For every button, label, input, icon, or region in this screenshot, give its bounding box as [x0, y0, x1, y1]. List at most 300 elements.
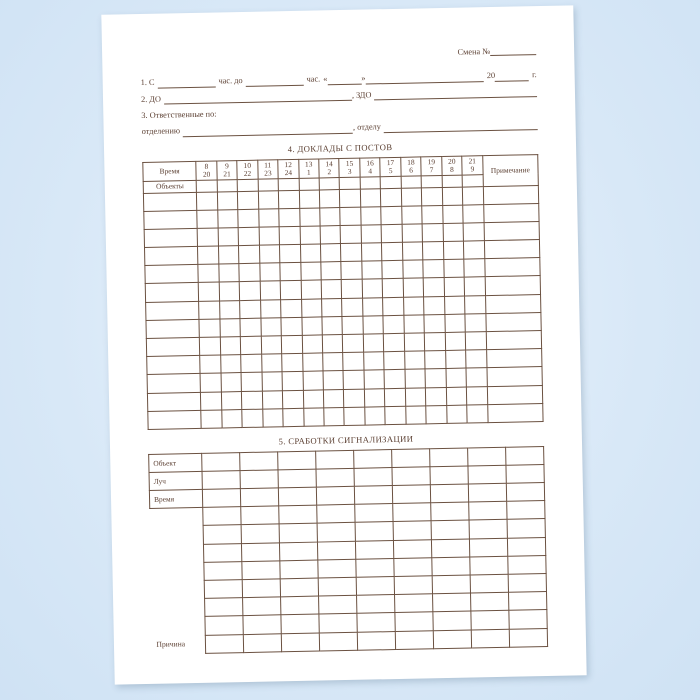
entry-cell[interactable]: [445, 350, 466, 369]
entry-cell[interactable]: [197, 228, 218, 247]
entry-cell[interactable]: [403, 260, 424, 279]
entry-cell[interactable]: [303, 390, 324, 409]
alarm-entry-cell[interactable]: [319, 595, 357, 614]
alarm-entry-cell[interactable]: [278, 451, 316, 470]
alarm-entry-cell[interactable]: [241, 524, 279, 543]
note-cell[interactable]: [486, 331, 542, 350]
alarm-entry-cell[interactable]: [431, 520, 469, 539]
alarm-entry-cell[interactable]: [356, 558, 394, 577]
entry-cell[interactable]: [444, 259, 465, 278]
alarm-entry-cell[interactable]: [468, 483, 506, 502]
entry-cell[interactable]: [405, 387, 426, 406]
entry-cell[interactable]: [402, 242, 423, 261]
entry-cell[interactable]: [260, 263, 281, 282]
object-name-cell[interactable]: [145, 247, 199, 266]
alarm-entry-cell[interactable]: [430, 448, 468, 467]
entry-cell[interactable]: [282, 372, 303, 391]
alarm-entry-cell[interactable]: [507, 519, 545, 538]
entry-cell[interactable]: [422, 187, 443, 206]
alarm-entry-cell[interactable]: [392, 485, 430, 504]
entry-cell[interactable]: [200, 355, 221, 374]
entry-cell[interactable]: [362, 297, 383, 316]
entry-cell[interactable]: [221, 373, 242, 392]
entry-cell[interactable]: [299, 208, 320, 227]
entry-cell[interactable]: [385, 406, 406, 425]
entry-cell[interactable]: [238, 209, 259, 228]
alarm-entry-cell[interactable]: [279, 505, 317, 524]
object-name-cell[interactable]: [147, 392, 201, 411]
entry-cell[interactable]: [283, 408, 304, 427]
entry-cell[interactable]: [302, 335, 323, 354]
alarm-entry-cell[interactable]: [508, 592, 546, 611]
note-cell[interactable]: [484, 240, 540, 259]
alarm-entry-cell[interactable]: [316, 450, 354, 469]
entry-cell[interactable]: [467, 404, 488, 423]
alarm-entry-cell[interactable]: [509, 610, 547, 629]
alarm-entry-cell[interactable]: [281, 614, 319, 633]
alarm-entry-cell[interactable]: [280, 578, 318, 597]
alarm-entry-cell[interactable]: [395, 594, 433, 613]
alarm-entry-cell[interactable]: [317, 523, 355, 542]
object-header-cell[interactable]: [462, 174, 483, 186]
alarm-entry-cell[interactable]: [240, 452, 278, 471]
note-cell[interactable]: [483, 185, 539, 204]
entry-cell[interactable]: [422, 205, 443, 224]
alarm-entry-cell[interactable]: [506, 446, 544, 465]
entry-cell[interactable]: [219, 300, 240, 319]
alarm-entry-cell[interactable]: [242, 542, 280, 561]
entry-cell[interactable]: [344, 407, 365, 426]
entry-cell[interactable]: [201, 392, 222, 411]
entry-cell[interactable]: [464, 259, 485, 278]
entry-cell[interactable]: [426, 387, 447, 406]
entry-cell[interactable]: [342, 280, 363, 299]
entry-cell[interactable]: [302, 353, 323, 372]
alarm-entry-cell[interactable]: [279, 487, 317, 506]
entry-cell[interactable]: [201, 410, 222, 429]
entry-cell[interactable]: [323, 389, 344, 408]
entry-cell[interactable]: [443, 241, 464, 260]
entry-cell[interactable]: [344, 371, 365, 390]
alarm-entry-cell[interactable]: [430, 466, 468, 485]
alarm-entry-cell[interactable]: [432, 575, 470, 594]
entry-cell[interactable]: [344, 389, 365, 408]
alarm-entry-cell[interactable]: [471, 611, 509, 630]
entry-cell[interactable]: [281, 317, 302, 336]
entry-cell[interactable]: [402, 224, 423, 243]
alarm-entry-cell[interactable]: [469, 520, 507, 539]
alarm-entry-cell[interactable]: [394, 558, 432, 577]
alarm-entry-cell[interactable]: [278, 469, 316, 488]
entry-cell[interactable]: [303, 408, 324, 427]
entry-cell[interactable]: [365, 406, 386, 425]
alarm-entry-cell[interactable]: [205, 616, 243, 635]
entry-cell[interactable]: [240, 300, 261, 319]
alarm-entry-cell[interactable]: [354, 486, 392, 505]
entry-cell[interactable]: [302, 317, 323, 336]
object-header-cell[interactable]: [319, 177, 340, 189]
entry-cell[interactable]: [259, 245, 280, 264]
entry-cell[interactable]: [241, 336, 262, 355]
entry-cell[interactable]: [381, 224, 402, 243]
entry-cell[interactable]: [283, 390, 304, 409]
alarm-entry-cell[interactable]: [433, 593, 471, 612]
entry-cell[interactable]: [360, 188, 381, 207]
entry-cell[interactable]: [424, 296, 445, 315]
entry-cell[interactable]: [200, 373, 221, 392]
alarm-entry-cell[interactable]: [431, 502, 469, 521]
entry-cell[interactable]: [218, 228, 239, 247]
alarm-entry-cell[interactable]: [356, 577, 394, 596]
object-name-cell[interactable]: [145, 283, 199, 302]
alarm-entry-cell[interactable]: [205, 580, 243, 599]
alarm-entry-cell[interactable]: [470, 574, 508, 593]
entry-cell[interactable]: [199, 319, 220, 338]
entry-cell[interactable]: [465, 332, 486, 351]
alarm-entry-cell[interactable]: [243, 615, 281, 634]
entry-cell[interactable]: [218, 209, 239, 228]
entry-cell[interactable]: [362, 261, 383, 280]
alarm-entry-cell[interactable]: [506, 464, 544, 483]
note-cell[interactable]: [487, 385, 543, 404]
entry-cell[interactable]: [217, 191, 238, 210]
entry-cell[interactable]: [382, 261, 403, 280]
alarm-entry-cell[interactable]: [316, 468, 354, 487]
alarm-entry-cell[interactable]: [469, 538, 507, 557]
alarm-entry-cell[interactable]: [508, 555, 546, 574]
entry-cell[interactable]: [220, 318, 241, 337]
entry-cell[interactable]: [425, 333, 446, 352]
entry-cell[interactable]: [446, 387, 467, 406]
entry-cell[interactable]: [321, 280, 342, 299]
entry-cell[interactable]: [241, 354, 262, 373]
entry-cell[interactable]: [300, 244, 321, 263]
alarm-entry-cell[interactable]: [318, 541, 356, 560]
alarm-entry-cell[interactable]: [508, 574, 546, 593]
note-cell[interactable]: [486, 312, 542, 331]
note-cell[interactable]: [486, 349, 542, 368]
entry-cell[interactable]: [280, 244, 301, 263]
entry-cell[interactable]: [361, 206, 382, 225]
alarm-entry-cell[interactable]: [507, 537, 545, 556]
entry-cell[interactable]: [426, 405, 447, 424]
object-header-cell[interactable]: [340, 177, 361, 189]
entry-cell[interactable]: [221, 391, 242, 410]
alarm-entry-cell[interactable]: [507, 501, 545, 520]
entry-cell[interactable]: [467, 386, 488, 405]
entry-cell[interactable]: [443, 223, 464, 242]
entry-cell[interactable]: [261, 354, 282, 373]
alarm-entry-cell[interactable]: [241, 506, 279, 525]
entry-cell[interactable]: [262, 390, 283, 409]
entry-cell[interactable]: [241, 373, 262, 392]
object-header-cell[interactable]: [237, 179, 258, 191]
alarm-entry-cell[interactable]: [318, 577, 356, 596]
alarm-entry-cell[interactable]: [205, 598, 243, 617]
entry-cell[interactable]: [218, 246, 239, 265]
alarm-entry-cell[interactable]: [506, 483, 544, 502]
entry-cell[interactable]: [301, 280, 322, 299]
entry-cell[interactable]: [282, 354, 303, 373]
alarm-entry-cell[interactable]: [433, 611, 471, 630]
alarm-entry-cell[interactable]: [354, 449, 392, 468]
entry-cell[interactable]: [364, 388, 385, 407]
object-name-cell[interactable]: [145, 265, 199, 284]
alarm-entry-cell[interactable]: [395, 612, 433, 631]
entry-cell[interactable]: [238, 227, 259, 246]
entry-cell[interactable]: [423, 242, 444, 261]
entry-cell[interactable]: [199, 301, 220, 320]
object-header-cell[interactable]: [196, 180, 217, 192]
entry-cell[interactable]: [463, 186, 484, 205]
object-name-cell[interactable]: [146, 319, 200, 338]
alarm-entry-cell[interactable]: [357, 613, 395, 632]
entry-cell[interactable]: [404, 315, 425, 334]
entry-cell[interactable]: [321, 244, 342, 263]
entry-cell[interactable]: [340, 207, 361, 226]
entry-cell[interactable]: [220, 337, 241, 356]
entry-cell[interactable]: [383, 279, 404, 298]
entry-cell[interactable]: [463, 204, 484, 223]
note-cell[interactable]: [484, 258, 540, 277]
entry-cell[interactable]: [262, 409, 283, 428]
note-cell[interactable]: [484, 221, 540, 240]
entry-cell[interactable]: [219, 264, 240, 283]
object-header-cell[interactable]: [360, 176, 381, 188]
entry-cell[interactable]: [238, 191, 259, 210]
entry-cell[interactable]: [321, 262, 342, 281]
alarm-entry-cell[interactable]: [470, 556, 508, 575]
entry-cell[interactable]: [382, 242, 403, 261]
entry-cell[interactable]: [322, 316, 343, 335]
entry-cell[interactable]: [385, 388, 406, 407]
entry-cell[interactable]: [383, 315, 404, 334]
entry-cell[interactable]: [424, 314, 445, 333]
entry-cell[interactable]: [299, 189, 320, 208]
entry-cell[interactable]: [301, 299, 322, 318]
alarm-entry-cell[interactable]: [242, 561, 280, 580]
entry-cell[interactable]: [423, 278, 444, 297]
entry-cell[interactable]: [280, 281, 301, 300]
entry-cell[interactable]: [446, 405, 467, 424]
alarm-entry-cell[interactable]: [317, 505, 355, 524]
entry-cell[interactable]: [466, 368, 487, 387]
note-cell[interactable]: [487, 403, 543, 422]
entry-cell[interactable]: [239, 282, 260, 301]
object-header-cell[interactable]: [442, 175, 463, 187]
entry-cell[interactable]: [322, 298, 343, 317]
entry-cell[interactable]: [239, 245, 260, 264]
alarm-entry-cell[interactable]: [430, 484, 468, 503]
entry-cell[interactable]: [445, 332, 466, 351]
entry-cell[interactable]: [281, 299, 302, 318]
entry-cell[interactable]: [197, 192, 218, 211]
entry-cell[interactable]: [446, 368, 467, 387]
entry-cell[interactable]: [197, 210, 218, 229]
entry-cell[interactable]: [402, 206, 423, 225]
entry-cell[interactable]: [220, 355, 241, 374]
entry-cell[interactable]: [401, 187, 422, 206]
entry-cell[interactable]: [404, 351, 425, 370]
entry-cell[interactable]: [260, 281, 281, 300]
object-header-cell[interactable]: [381, 176, 402, 188]
entry-cell[interactable]: [381, 188, 402, 207]
entry-cell[interactable]: [261, 318, 282, 337]
alarm-entry-cell[interactable]: [392, 449, 430, 468]
alarm-entry-cell[interactable]: [204, 561, 242, 580]
entry-cell[interactable]: [405, 369, 426, 388]
entry-cell[interactable]: [363, 316, 384, 335]
entry-cell[interactable]: [281, 335, 302, 354]
entry-cell[interactable]: [403, 278, 424, 297]
object-header-cell[interactable]: [401, 175, 422, 187]
alarm-entry-cell[interactable]: [318, 559, 356, 578]
entry-cell[interactable]: [384, 370, 405, 389]
entry-cell[interactable]: [280, 263, 301, 282]
entry-cell[interactable]: [342, 316, 363, 335]
entry-cell[interactable]: [343, 334, 364, 353]
alarm-entry-cell[interactable]: [431, 539, 469, 558]
alarm-entry-cell[interactable]: [393, 521, 431, 540]
entry-cell[interactable]: [324, 407, 345, 426]
entry-cell[interactable]: [384, 352, 405, 371]
entry-cell[interactable]: [404, 333, 425, 352]
object-header-cell[interactable]: [258, 178, 279, 190]
entry-cell[interactable]: [465, 313, 486, 332]
entry-cell[interactable]: [242, 391, 263, 410]
entry-cell[interactable]: [261, 336, 282, 355]
note-cell[interactable]: [485, 276, 541, 295]
entry-cell[interactable]: [300, 262, 321, 281]
note-cell[interactable]: [485, 294, 541, 313]
alarm-entry-cell[interactable]: [356, 540, 394, 559]
alarm-entry-cell[interactable]: [280, 560, 318, 579]
alarm-entry-cell[interactable]: [203, 489, 241, 508]
alarm-entry-cell[interactable]: [354, 467, 392, 486]
entry-cell[interactable]: [422, 223, 443, 242]
entry-cell[interactable]: [342, 298, 363, 317]
entry-cell[interactable]: [242, 409, 263, 428]
entry-cell[interactable]: [363, 334, 384, 353]
alarm-entry-cell[interactable]: [242, 579, 280, 598]
entry-cell[interactable]: [322, 335, 343, 354]
entry-cell[interactable]: [279, 226, 300, 245]
entry-cell[interactable]: [383, 297, 404, 316]
object-name-cell[interactable]: [144, 210, 198, 229]
entry-cell[interactable]: [442, 205, 463, 224]
entry-cell[interactable]: [406, 406, 427, 425]
note-cell[interactable]: [487, 367, 543, 386]
entry-cell[interactable]: [403, 297, 424, 316]
entry-cell[interactable]: [300, 226, 321, 245]
alarm-entry-cell[interactable]: [468, 447, 506, 466]
alarm-entry-cell[interactable]: [468, 465, 506, 484]
entry-cell[interactable]: [319, 189, 340, 208]
alarm-entry-cell[interactable]: [203, 507, 241, 526]
alarm-entry-cell[interactable]: [202, 470, 240, 489]
object-name-cell[interactable]: [144, 228, 198, 247]
entry-cell[interactable]: [340, 189, 361, 208]
entry-cell[interactable]: [445, 314, 466, 333]
entry-cell[interactable]: [423, 260, 444, 279]
alarm-entry-cell[interactable]: [203, 525, 241, 544]
alarm-entry-cell[interactable]: [394, 576, 432, 595]
entry-cell[interactable]: [259, 227, 280, 246]
entry-cell[interactable]: [466, 350, 487, 369]
object-header-cell[interactable]: [299, 177, 320, 189]
entry-cell[interactable]: [279, 190, 300, 209]
object-name-cell[interactable]: [143, 192, 197, 211]
alarm-entry-cell[interactable]: [355, 522, 393, 541]
entry-cell[interactable]: [362, 279, 383, 298]
entry-cell[interactable]: [258, 208, 279, 227]
entry-cell[interactable]: [384, 333, 405, 352]
entry-cell[interactable]: [260, 299, 281, 318]
alarm-entry-cell[interactable]: [392, 467, 430, 486]
object-name-cell[interactable]: [146, 301, 200, 320]
entry-cell[interactable]: [381, 206, 402, 225]
alarm-entry-cell[interactable]: [469, 502, 507, 521]
entry-cell[interactable]: [361, 225, 382, 244]
alarm-entry-cell[interactable]: [204, 543, 242, 562]
object-name-cell[interactable]: [148, 410, 202, 429]
entry-cell[interactable]: [364, 352, 385, 371]
object-name-cell[interactable]: [147, 374, 201, 393]
entry-cell[interactable]: [279, 208, 300, 227]
entry-cell[interactable]: [303, 371, 324, 390]
alarm-entry-cell[interactable]: [432, 557, 470, 576]
entry-cell[interactable]: [341, 225, 362, 244]
entry-cell[interactable]: [320, 207, 341, 226]
alarm-entry-cell[interactable]: [355, 504, 393, 523]
entry-cell[interactable]: [425, 369, 446, 388]
note-cell[interactable]: [483, 203, 539, 222]
entry-cell[interactable]: [341, 261, 362, 280]
entry-cell[interactable]: [258, 190, 279, 209]
entry-cell[interactable]: [425, 351, 446, 370]
alarm-entry-cell[interactable]: [393, 503, 431, 522]
entry-cell[interactable]: [240, 318, 261, 337]
entry-cell[interactable]: [444, 278, 465, 297]
object-header-cell[interactable]: [278, 178, 299, 190]
entry-cell[interactable]: [198, 264, 219, 283]
entry-cell[interactable]: [464, 277, 485, 296]
alarm-entry-cell[interactable]: [202, 452, 240, 471]
alarm-entry-cell[interactable]: [280, 542, 318, 561]
entry-cell[interactable]: [320, 225, 341, 244]
alarm-entry-cell[interactable]: [281, 596, 319, 615]
entry-cell[interactable]: [444, 296, 465, 315]
alarm-entry-cell[interactable]: [317, 486, 355, 505]
entry-cell[interactable]: [465, 295, 486, 314]
alarm-entry-cell[interactable]: [470, 592, 508, 611]
alarm-entry-cell[interactable]: [394, 539, 432, 558]
entry-cell[interactable]: [323, 371, 344, 390]
entry-cell[interactable]: [341, 243, 362, 262]
entry-cell[interactable]: [199, 282, 220, 301]
entry-cell[interactable]: [343, 352, 364, 371]
object-header-cell[interactable]: [217, 179, 238, 191]
entry-cell[interactable]: [364, 370, 385, 389]
alarm-entry-cell[interactable]: [357, 595, 395, 614]
entry-cell[interactable]: [361, 243, 382, 262]
alarm-entry-cell[interactable]: [240, 470, 278, 489]
entry-cell[interactable]: [262, 372, 283, 391]
entry-cell[interactable]: [442, 187, 463, 206]
alarm-entry-cell[interactable]: [319, 614, 357, 633]
entry-cell[interactable]: [222, 409, 243, 428]
object-name-cell[interactable]: [146, 337, 200, 356]
